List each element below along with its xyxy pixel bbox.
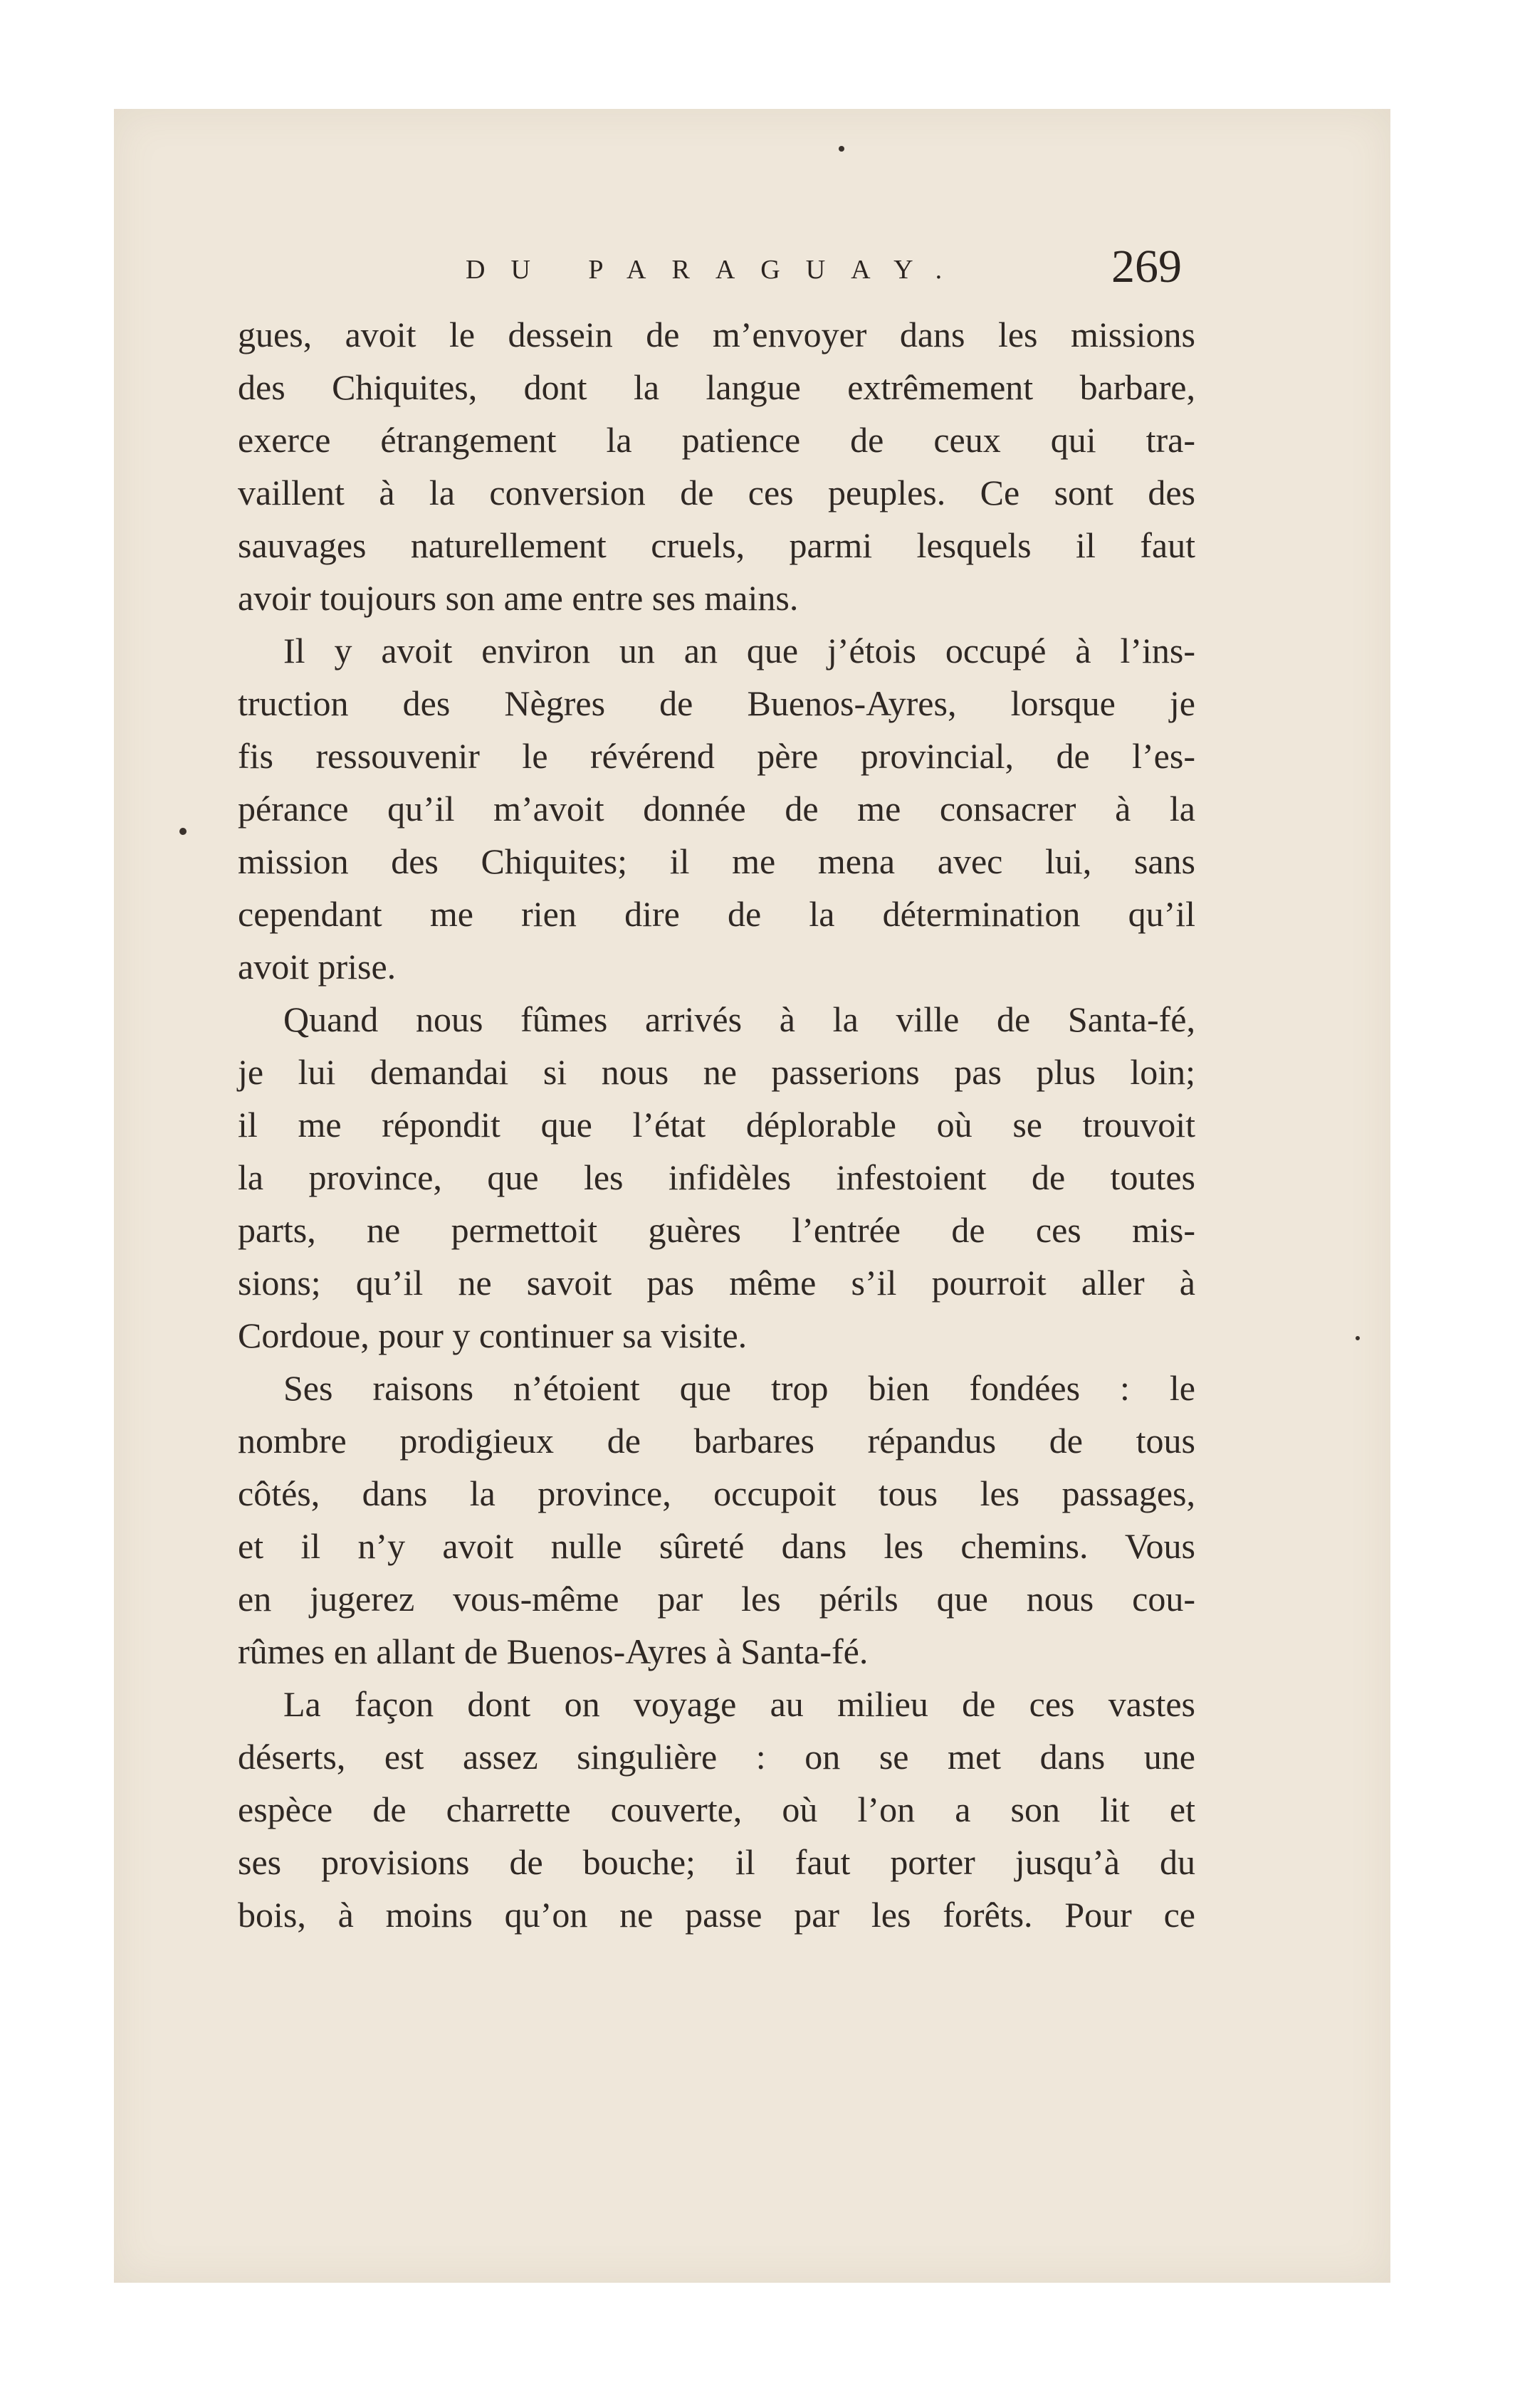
text-line: espèce de charrette couverte, où l’on a son lit et bbox=[238, 1789, 1195, 1829]
ink-speck bbox=[1356, 1336, 1360, 1340]
text-line: il me répondit que l’état déplorable où se trouvoit bbox=[238, 1105, 1195, 1145]
paragraph-first-line: Ses raisons n’étoient que trop bien fondées : le bbox=[283, 1368, 1195, 1408]
text-line: avoir toujours son ame entre ses mains. bbox=[238, 578, 799, 618]
text-line: en jugerez vous-même par les périls que nous cou- bbox=[238, 1579, 1195, 1619]
text-line: gues, avoit le dessein de m’envoyer dans les missions bbox=[238, 315, 1195, 354]
text-line: sauvages naturellement cruels, parmi lesquels il faut bbox=[238, 525, 1195, 565]
text-line: pérance qu’il m’avoit donnée de me consacrer à la bbox=[238, 789, 1195, 829]
text-line: sions; qu’il ne savoit pas même s’il pourroit aller à bbox=[238, 1263, 1195, 1303]
text-line: ses provisions de bouche; il faut porter jusqu’à du bbox=[238, 1842, 1195, 1882]
text-line: Cordoue, pour y continuer sa visite. bbox=[238, 1315, 748, 1355]
text-line: et il n’y avoit nulle sûreté dans les chemins. Vous bbox=[238, 1526, 1195, 1566]
text-line: parts, ne permettoit guères l’entrée de ces mis- bbox=[238, 1210, 1195, 1250]
text-line: déserts, est assez singulière : on se met dans une bbox=[238, 1737, 1195, 1777]
running-head: DU PARAGUAY. bbox=[466, 255, 968, 285]
ink-speck bbox=[839, 146, 844, 152]
ink-speck bbox=[179, 828, 187, 835]
body-text bbox=[238, 308, 1195, 1941]
paragraph-first-line: Quand nous fûmes arrivés à la ville de Santa-fé, bbox=[283, 999, 1195, 1039]
page-number: 269 bbox=[1111, 241, 1182, 293]
text-line: mission des Chiquites; il me mena avec lui, sans bbox=[238, 841, 1195, 881]
book-page bbox=[114, 109, 1390, 2283]
page-header bbox=[114, 241, 1390, 305]
text-line: fis ressouvenir le révérend père provincial, de l’es- bbox=[238, 736, 1195, 776]
text-line: bois, à moins qu’on ne passe par les forêts. Pour ce bbox=[238, 1895, 1195, 1935]
text-line: des Chiquites, dont la langue extrêmement barbare, bbox=[238, 367, 1195, 407]
text-line: cependant me rien dire de la détermination qu’il bbox=[238, 894, 1195, 934]
text-line: truction des Nègres de Buenos-Ayres, lorsque je bbox=[238, 683, 1195, 723]
text-line: avoit prise. bbox=[238, 947, 397, 987]
paragraph-first-line: La façon dont on voyage au milieu de ces vastes bbox=[283, 1684, 1195, 1724]
paragraph-first-line: Il y avoit environ un an que j’étois occupé à l’ins- bbox=[283, 631, 1195, 671]
text-line: rûmes en allant de Buenos-Ayres à Santa-fé. bbox=[238, 1631, 869, 1671]
text-line: la province, que les infidèles infestoient de toutes bbox=[238, 1157, 1195, 1197]
text-line: côtés, dans la province, occupoit tous les passages, bbox=[238, 1473, 1195, 1513]
text-line: nombre prodigieux de barbares répandus de tous bbox=[238, 1421, 1195, 1461]
text-line: exerce étrangement la patience de ceux qui tra- bbox=[238, 420, 1195, 460]
text-line: vaillent à la conversion de ces peuples. Ce sont des bbox=[238, 473, 1195, 512]
text-line: je lui demandai si nous ne passerions pas plus loin; bbox=[238, 1052, 1195, 1092]
